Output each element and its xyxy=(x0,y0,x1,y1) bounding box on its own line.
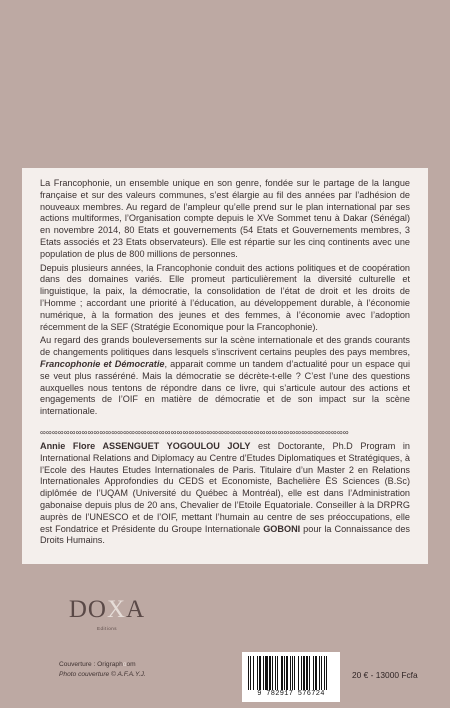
blurb-paragraph-3-start: Au regard des grands bouleversements sur la scène internationale et des grands courants de changements politiques dans lesquels s’inscrivent certains peuples des pays membres, xyxy=(40,335,410,358)
barcode-bar xyxy=(259,656,261,690)
barcode-bar xyxy=(298,656,299,690)
barcode-bar xyxy=(253,656,254,690)
barcode-bar xyxy=(326,656,327,690)
barcode-bar xyxy=(248,656,249,690)
organization-name: GOBONI xyxy=(263,523,301,534)
cover-credit-prefix: Couverture : Origraph xyxy=(59,661,123,668)
barcode-bar xyxy=(284,656,285,690)
blurb-paragraph-3 xyxy=(40,335,410,418)
photo-credit: Photo couverture © A.F.A.Y.J. xyxy=(59,671,146,678)
barcode-bar xyxy=(272,656,273,690)
cover-credit-suffix: om xyxy=(126,661,136,668)
barcode-bar xyxy=(281,656,283,690)
barcode-bar xyxy=(290,656,291,690)
barcode-bar xyxy=(277,656,278,690)
barcode-bar xyxy=(313,656,314,690)
cover-credit-mark: o xyxy=(122,661,127,668)
barcode-bar xyxy=(324,656,325,690)
blurb-paragraph-1: La Francophonie, un ensemble unique en son genre, fondée sur le partage de la langue française et sur des valeurs communes, s’est élargie au fil des années par l’adhésion de nouveaux membres. Au regard de l’ampleur qu’elle prend sur le plan international par ses actions multiformes, l’Organisation compte depuis le XVe Sommet tenu à Dakar (Sénégal) en novembre 2014, 80 Etats et gouvernements (54 Etats et Gouvernements membres, 3 Etats associés et 23 Etats observateurs). Elle est répartie sur les cinq continents avec une population de plus de 800 millions de personnes. xyxy=(40,178,410,259)
author-bio-text: est Doctorante, Ph.D Program in International Relations and Diplomacy au Centre d’Etudes Diplomatiques et Stratégiques, à l’Ecole des Hautes Etudes Internationales de Paris. Titulaire d’un Master 2 en Relations Internationales Approfondies du CEDS et Economiste, Bachelière ÈS Sciences (B.Sc) diplômée de l’UQAM (Université du Québec à Montréal), elle est dans l’Administration gabonaise depuis plus de 20 ans, Chevalier de l’Etoile Equatoriale. Conseiller à la DRPRG auprès de l’UNESCO et de l’OIF, mettant l’humain au centre de ses préoccupations, elle est Fondatrice et Présidente du Groupe Internationale xyxy=(40,440,410,534)
author-bio xyxy=(40,441,410,547)
author-bio-end: pour la Connaissance des Droits Humains. xyxy=(40,523,410,546)
barcode-bar xyxy=(321,656,322,690)
blurb-paragraph-3-end: , apparait comme un tandem d’actualité pour un espace qui se veut plus rasséréné. Mais la démocratie se décrète-t-elle ? C’est l’une des questions auxquelles nous tentons de répondre dans ce livre, qui s’articule autour des actions et engagements de l’OIF en matière de démocratie et de son impact sur la scène internationale. xyxy=(40,358,411,417)
barcode-bar xyxy=(309,656,310,690)
ornamental-separator: ∞∞∞∞∞∞∞∞∞∞∞∞∞∞∞∞∞∞∞∞∞∞∞∞∞∞∞∞∞∞∞∞∞∞∞∞∞∞∞∞∞∞∞∞∞∞∞∞∞∞∞∞ xyxy=(40,427,349,437)
barcode-bar xyxy=(263,656,264,690)
blurb-paragraph-2: Depuis plusieurs années, la Francophonie conduit des actions politiques et de coopération dans des domaines variés. Elle promeut particulièrement la diversité culturelle et linguistique, la paix, la démocratie, la consolidation de l’état de droit et les droits de l’Homme ; accordant une priorité à l’éducation, au développement durable, à l’économie numérique, à la formation des jeunes et des femmes, à l’économie avec l’adoption récemment de la SEF (Stratégie Economique pour la Francophonie). xyxy=(40,262,410,332)
barcode-bar xyxy=(250,656,251,690)
barcode-bar xyxy=(257,656,258,690)
cover-credits xyxy=(59,660,146,680)
barcode-bar xyxy=(301,656,302,690)
isbn-barcode xyxy=(242,652,340,702)
publisher-logo xyxy=(60,596,154,632)
barcode-bar xyxy=(303,656,305,690)
barcode-bar xyxy=(306,656,308,690)
barcode-bars xyxy=(248,656,334,690)
publisher-logo-word xyxy=(60,596,154,624)
logo-letters-right: A xyxy=(126,596,146,623)
barcode-bar xyxy=(315,656,317,690)
price-label: 20 € - 13000 Fcfa xyxy=(352,670,418,680)
barcode-digits: 9 782917 576724 xyxy=(257,690,325,698)
publisher-logo-subtitle: Editions xyxy=(96,626,117,631)
blurb-panel xyxy=(22,168,428,564)
barcode-bar xyxy=(269,656,271,690)
barcode-bar xyxy=(275,656,276,690)
title-emphasis: Francophonie et Démocratie xyxy=(40,358,165,369)
barcode-bar xyxy=(286,656,288,690)
logo-letters-left: DO xyxy=(68,596,107,623)
author-name: Annie Flore ASSENGUET YOGOULOU JOLY xyxy=(40,440,251,451)
barcode-bar xyxy=(292,656,293,690)
barcode-bar xyxy=(265,656,268,690)
barcode-bar xyxy=(294,656,295,690)
barcode-bar xyxy=(319,656,320,690)
cover-design-credit xyxy=(59,660,146,670)
logo-letter-x: X xyxy=(106,596,127,623)
